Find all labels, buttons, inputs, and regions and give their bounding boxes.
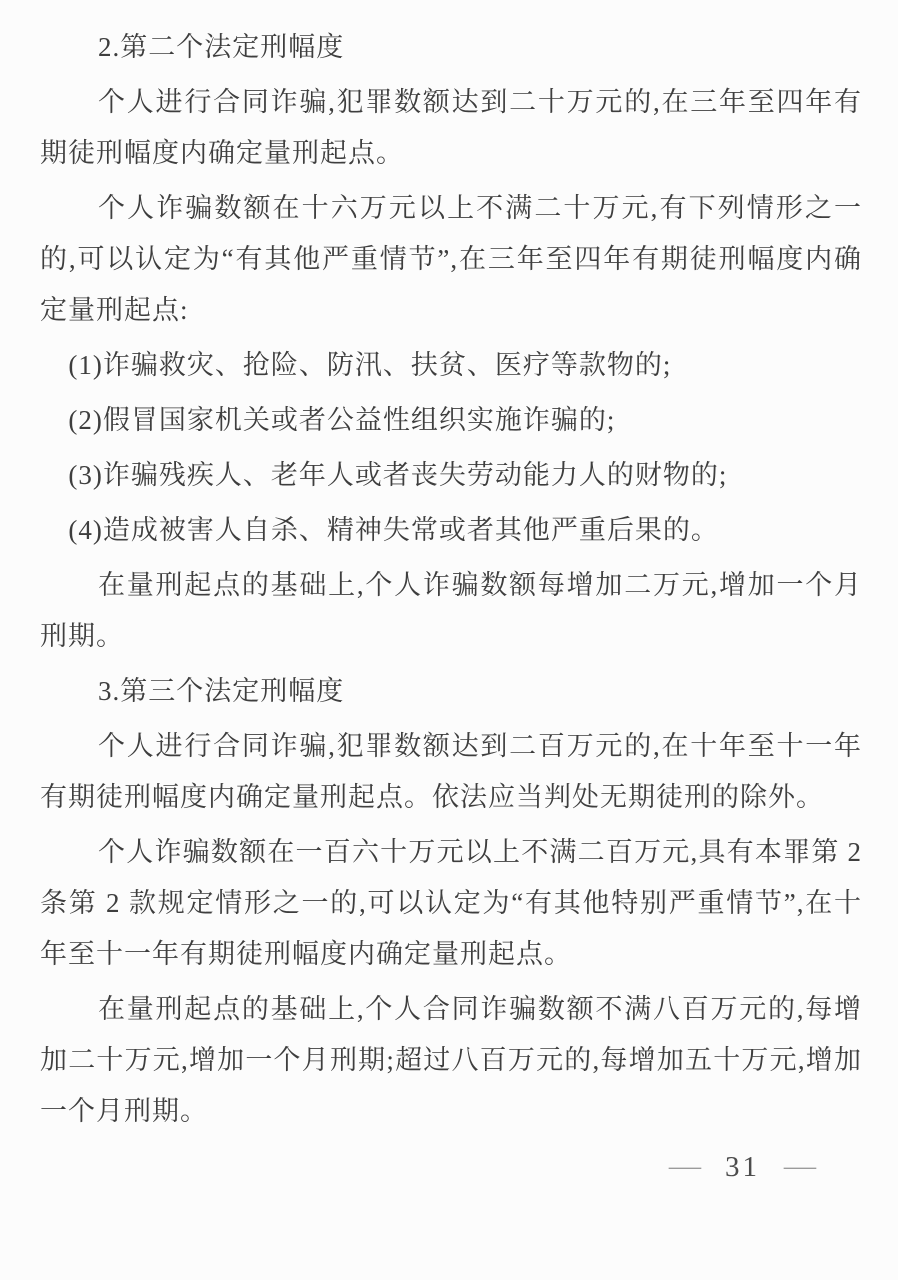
paragraph: 在量刑起点的基础上,个人合同诈骗数额不满八百万元的,每增加二十万元,增加一个月刑期;超过八百万元的,每增加五十万元,增加一个月刑期。	[40, 994, 862, 1126]
list-item-3: (3)诈骗残疾人、老年人或者丧失劳动能力人的财物的;	[68, 460, 728, 490]
paragraph: 在量刑起点的基础上,个人诈骗数额每增加二万元,增加一个月刑期。	[40, 570, 862, 651]
section-heading-3: 3.第三个法定刑幅度	[98, 676, 345, 706]
paragraph: 个人诈骗数额在十六万元以上不满二十万元,有下列情形之一的,可以认定为“有其他严重情节”,在三年至四年有期徒刑幅度内确定量刑起点:	[40, 193, 862, 325]
footer-dash: —	[668, 1151, 702, 1182]
paragraph: 个人诈骗数额在一百六十万元以上不满二百万元,具有本罪第 2 条第 2 款规定情形之一的,可以认定为“有其他特别严重情节”,在十年至十一年有期徒刑幅度内确定量刑起点。	[40, 837, 862, 969]
page-footer	[0, 1145, 898, 1189]
list-item-1: (1)诈骗救灾、抢险、防汛、扶贫、医疗等款物的;	[68, 350, 672, 380]
paragraph: 个人进行合同诈骗,犯罪数额达到二十万元的,在三年至四年有期徒刑幅度内确定量刑起点。	[40, 87, 862, 168]
footer-dash: —	[783, 1151, 817, 1182]
page-number: 31	[725, 1150, 760, 1183]
paragraph: 个人进行合同诈骗,犯罪数额达到二百万元的,在十年至十一年有期徒刑幅度内确定量刑起点。依法应当判处无期徒刑的除外。	[40, 731, 862, 812]
section-heading-2: 2.第二个法定刑幅度	[98, 32, 345, 62]
list-item-4: (4)造成被害人自杀、精神失常或者其他严重后果的。	[68, 515, 719, 545]
list-item-2: (2)假冒国家机关或者公益性组织实施诈骗的;	[68, 405, 616, 435]
